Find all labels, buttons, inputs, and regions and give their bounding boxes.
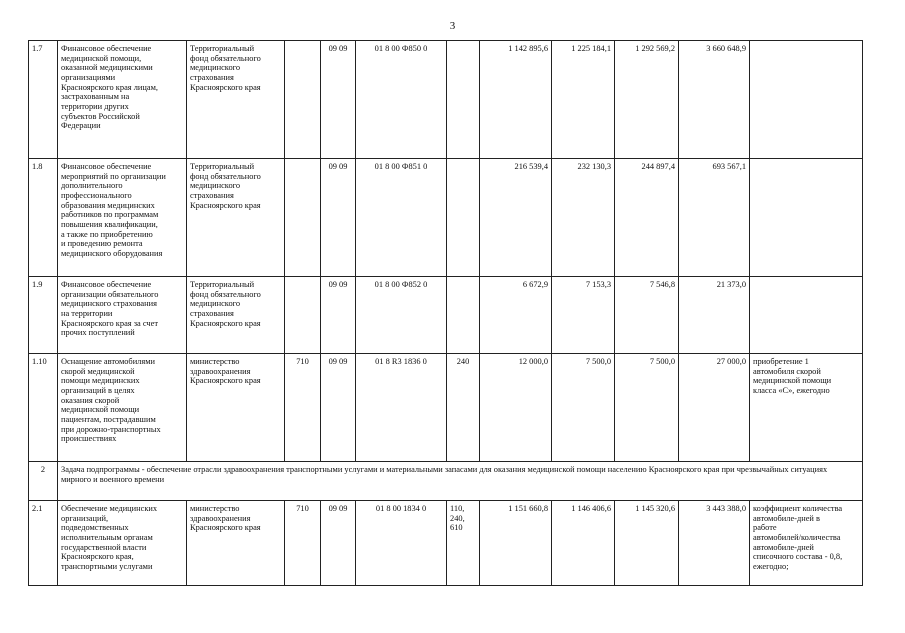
amount-year-3: 1 292 569,2	[615, 41, 679, 159]
task-number: 2	[29, 462, 58, 501]
task-text: Задача подпрограммы - обеспечение отрасли здравоохранения транспортными услугами и материальными запасами для оказания медицинской помощи населению Красноярского края при чрезвычайных ситуациях мирного и военного времени	[58, 462, 863, 501]
table-row	[29, 354, 863, 462]
activity-name: Финансовое обеспечение медицинской помощи, оказанной медицинскими организациями Красноярского края лицам, застрахованным на территории других субъектов Российской Федерации	[58, 41, 187, 159]
table-row	[29, 277, 863, 354]
activity-name: Обеспечение медицинских организаций, подведомственных исполнительным органам государственной власти Красноярского края, транспортными услугами	[58, 501, 187, 586]
table-row	[29, 41, 863, 159]
table-row	[29, 501, 863, 586]
expected-result: приобретение 1 автомобиля скорой медицинской помощи класса «С», ежегодно	[750, 354, 863, 462]
task-row	[29, 462, 863, 501]
amount-year-2: 7 153,3	[552, 277, 615, 354]
activity-name: Финансовое обеспечение мероприятий по организации дополнительного профессионального образования медицинских работников по программам повышения квалификации, а также по приобретению и проведению ремонта медицинского оборудования	[58, 159, 187, 277]
grbs-code: 710	[285, 354, 321, 462]
activity-name: Оснащение автомобилями скорой медицинской помощи медицинских организаций в целях оказания скорой медицинской помощи пациентам, пострадавшим при дорожно-транспортных происшествиях	[58, 354, 187, 462]
amount-year-2: 1 225 184,1	[552, 41, 615, 159]
target-article-code: 01 8 R3 1836 0	[356, 354, 447, 462]
grbs-code	[285, 41, 321, 159]
amount-total: 3 660 648,9	[679, 41, 750, 159]
section-code: 09 09	[321, 501, 356, 586]
program-activities-table	[28, 40, 863, 586]
target-article-code: 01 8 00 Ф850 0	[356, 41, 447, 159]
amount-total: 27 000,0	[679, 354, 750, 462]
expense-type-code: 240	[447, 354, 480, 462]
grbs-code	[285, 277, 321, 354]
amount-year-1: 6 672,9	[480, 277, 552, 354]
executor: министерство здравоохранения Красноярского края	[187, 501, 285, 586]
expense-type-code: 110, 240, 610	[447, 501, 480, 586]
section-code: 09 09	[321, 354, 356, 462]
executor: Территориальный фонд обязательного медицинского страхования Красноярского края	[187, 277, 285, 354]
expense-type-code	[447, 159, 480, 277]
section-code: 09 09	[321, 41, 356, 159]
grbs-code	[285, 159, 321, 277]
amount-year-1: 1 151 660,8	[480, 501, 552, 586]
target-article-code: 01 8 00 1834 0	[356, 501, 447, 586]
section-code: 09 09	[321, 277, 356, 354]
executor: Территориальный фонд обязательного медицинского страхования Красноярского края	[187, 159, 285, 277]
expected-result	[750, 277, 863, 354]
amount-year-1: 12 000,0	[480, 354, 552, 462]
row-number: 1.8	[29, 159, 58, 277]
row-number: 1.9	[29, 277, 58, 354]
table-row	[29, 159, 863, 277]
grbs-code: 710	[285, 501, 321, 586]
row-number: 1.10	[29, 354, 58, 462]
executor: Территориальный фонд обязательного медицинского страхования Красноярского края	[187, 41, 285, 159]
amount-total: 21 373,0	[679, 277, 750, 354]
amount-year-1: 216 539,4	[480, 159, 552, 277]
expected-result	[750, 159, 863, 277]
amount-year-2: 7 500,0	[552, 354, 615, 462]
amount-total: 693 567,1	[679, 159, 750, 277]
expected-result: коэффициент количества автомобиле-дней в работе автомобилей/количества автомобиле-дней списочного состава - 0,8, ежегодно;	[750, 501, 863, 586]
expected-result	[750, 41, 863, 159]
amount-year-2: 232 130,3	[552, 159, 615, 277]
row-number: 2.1	[29, 501, 58, 586]
target-article-code: 01 8 00 Ф851 0	[356, 159, 447, 277]
section-code: 09 09	[321, 159, 356, 277]
target-article-code: 01 8 00 Ф852 0	[356, 277, 447, 354]
amount-year-3: 7 546,8	[615, 277, 679, 354]
amount-total: 3 443 388,0	[679, 501, 750, 586]
amount-year-3: 244 897,4	[615, 159, 679, 277]
amount-year-1: 1 142 895,6	[480, 41, 552, 159]
page-number: 3	[449, 20, 456, 32]
amount-year-3: 1 145 320,6	[615, 501, 679, 586]
amount-year-3: 7 500,0	[615, 354, 679, 462]
row-number: 1.7	[29, 41, 58, 159]
amount-year-2: 1 146 406,6	[552, 501, 615, 586]
expense-type-code	[447, 277, 480, 354]
expense-type-code	[447, 41, 480, 159]
executor: министерство здравоохранения Красноярского края	[187, 354, 285, 462]
activity-name: Финансовое обеспечение организации обязательного медицинского страхования на территории Красноярского края за счет прочих поступлений	[58, 277, 187, 354]
